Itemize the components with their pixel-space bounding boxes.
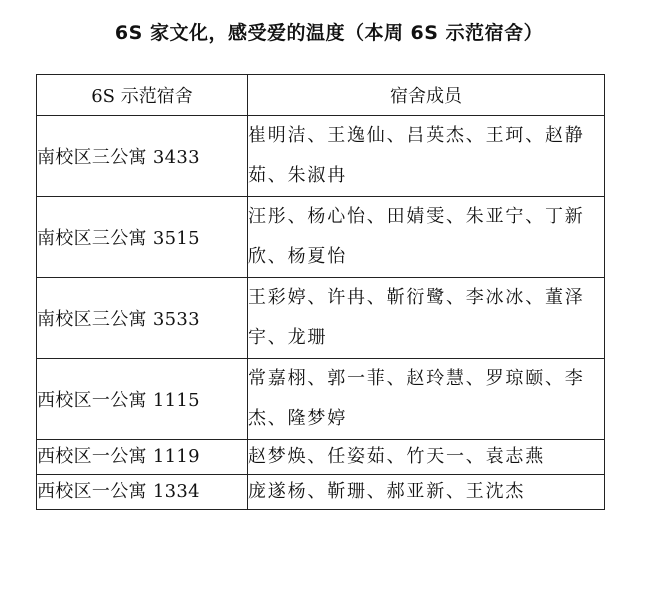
dorm-name-cell: 南校区三公寓 3515 xyxy=(37,197,248,278)
members-cell: 庞遂杨、靳珊、郝亚新、王沈杰 xyxy=(248,475,605,510)
dorm-name-cell: 西校区一公寓 1119 xyxy=(37,440,248,475)
members-cell: 汪彤、杨心怡、田婧雯、朱亚宁、丁新欣、杨夏怡 xyxy=(248,197,605,278)
model-dorm-table xyxy=(36,74,605,510)
table-row xyxy=(37,359,605,440)
table-row xyxy=(37,278,605,359)
dorm-name-cell: 南校区三公寓 3433 xyxy=(37,116,248,197)
document-title: 6S 家文化，感受爱的温度（本周 6S 示范宿舍） xyxy=(114,22,544,44)
header-dorm: 6S 示范宿舍 xyxy=(37,75,248,116)
table-row xyxy=(37,440,605,475)
table-row xyxy=(37,197,605,278)
members-cell: 王彩婷、许冉、靳衍鹭、李冰冰、董泽宇、龙珊 xyxy=(248,278,605,359)
dorm-name-cell: 南校区三公寓 3533 xyxy=(37,278,248,359)
table-row xyxy=(37,475,605,510)
table-row xyxy=(37,116,605,197)
dorm-name-cell: 西校区一公寓 1334 xyxy=(37,475,248,510)
members-cell: 赵梦焕、任姿茹、竹天一、袁志燕 xyxy=(248,440,605,475)
table-header-row xyxy=(37,75,605,116)
members-cell: 常嘉栩、郭一菲、赵玲慧、罗琼颐、李杰、隆梦婷 xyxy=(248,359,605,440)
header-members: 宿舍成员 xyxy=(248,75,605,116)
dorm-name-cell: 西校区一公寓 1115 xyxy=(37,359,248,440)
members-cell: 崔明洁、王逸仙、吕英杰、王珂、赵静茹、朱淑冉 xyxy=(248,116,605,197)
